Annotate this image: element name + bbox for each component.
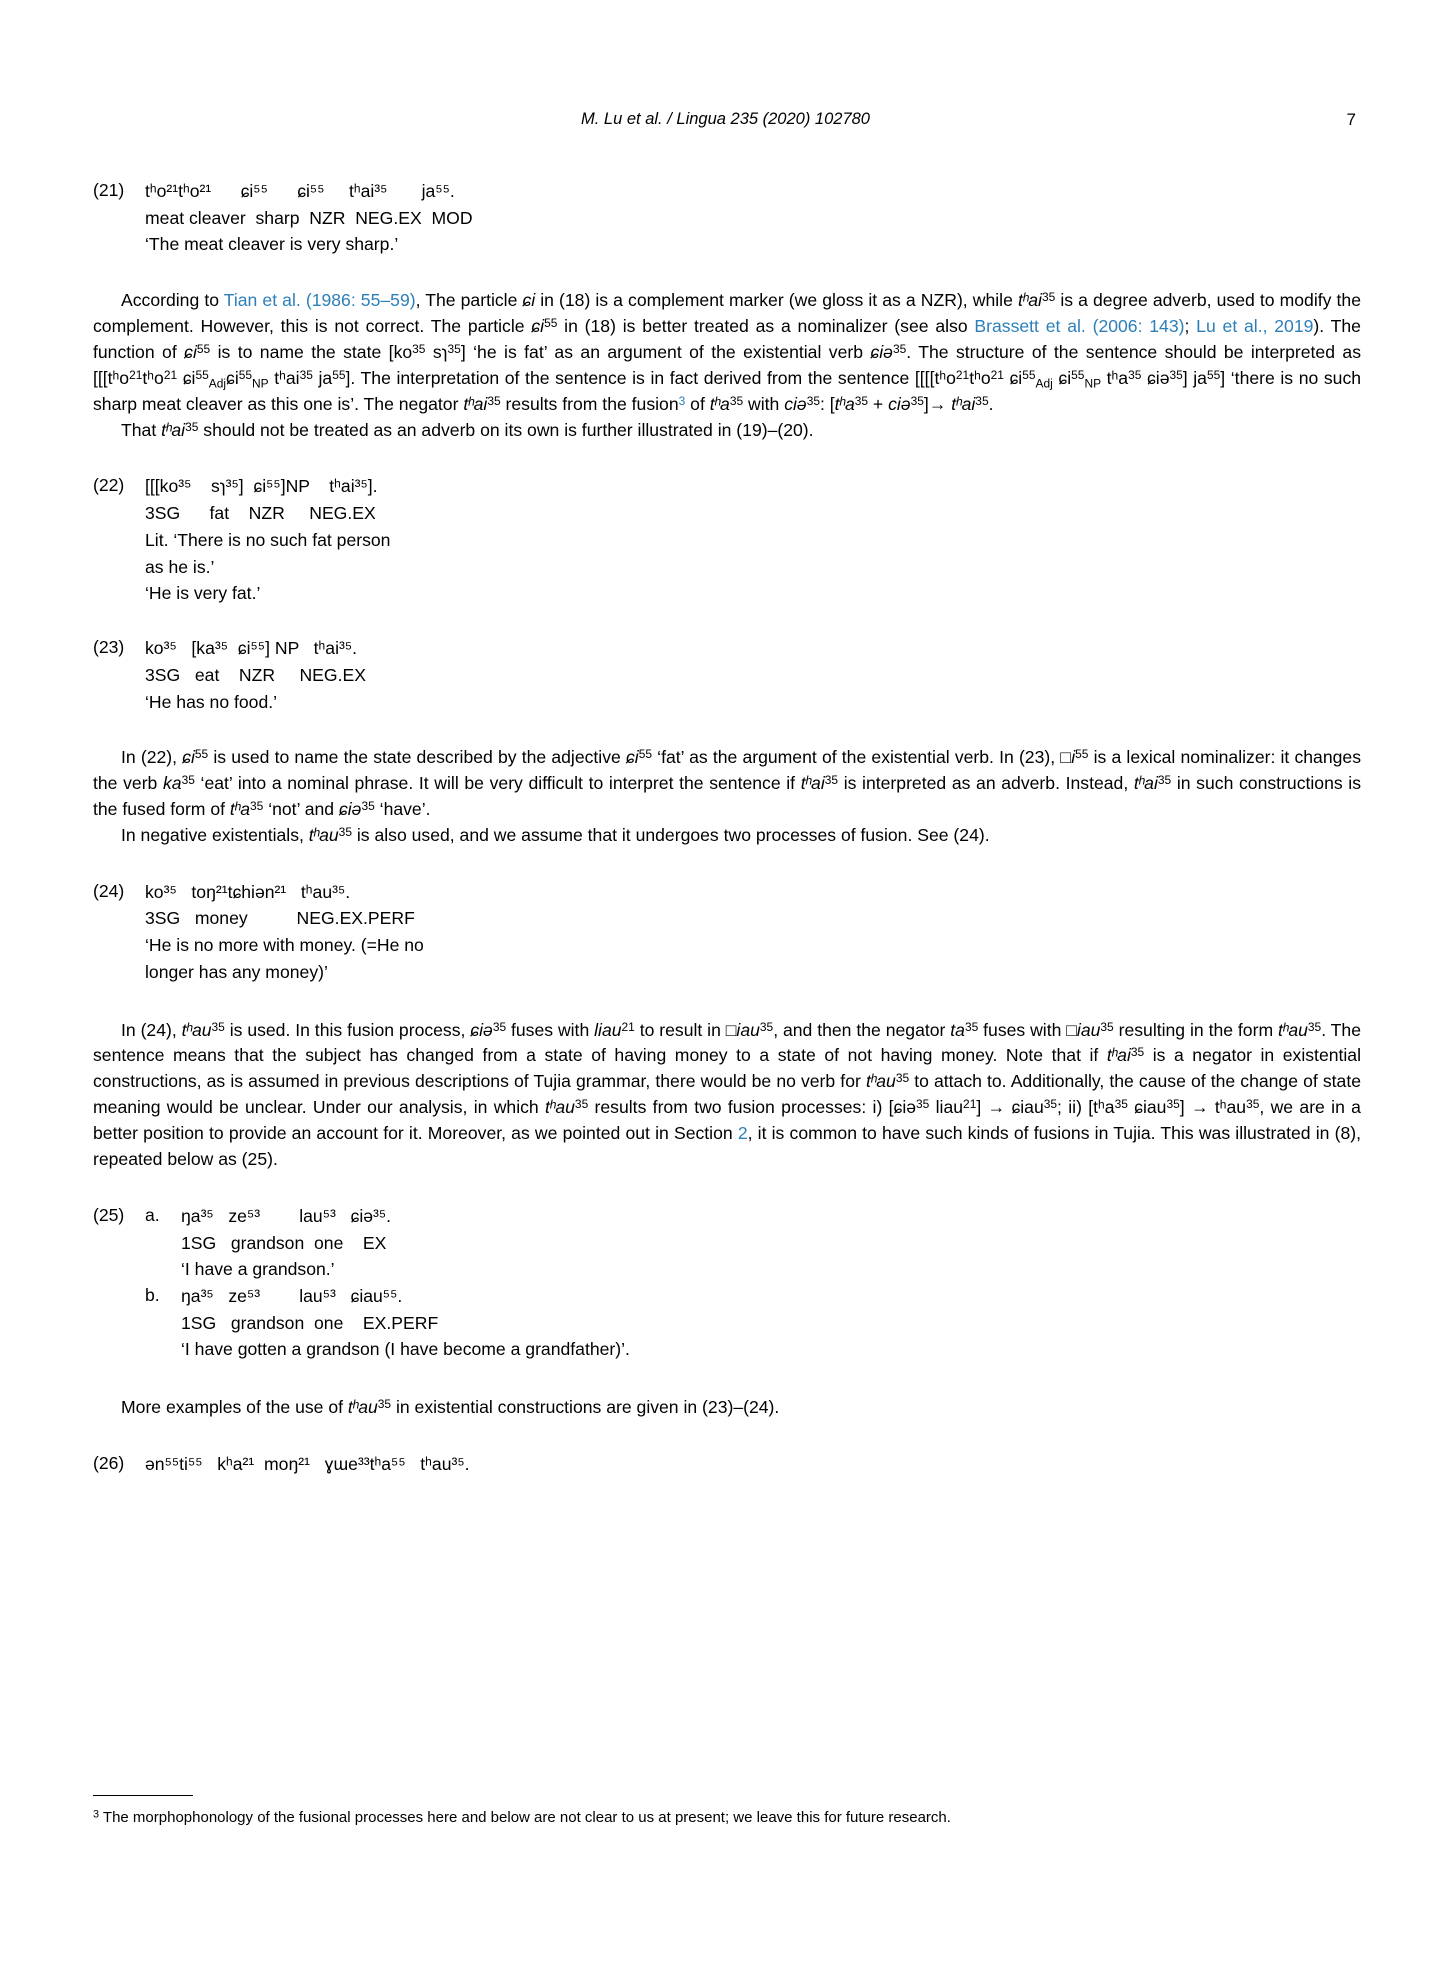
superscript: 21 — [963, 1097, 977, 1112]
text-run: . — [988, 393, 994, 414]
text-run: tʰa — [1101, 367, 1129, 388]
example-24-translation-1: ‘He is no more with money. (=He no — [145, 935, 424, 956]
missing-glyph-box: □ — [1066, 1019, 1077, 1040]
example-25a — [145, 1203, 1361, 1283]
text-run: is interpreted as an adverb. Instead, — [838, 773, 1134, 794]
text-run: ] → tʰau — [1179, 1097, 1247, 1118]
text-italic: ɕiə — [470, 1019, 493, 1040]
superscript: 35 — [975, 393, 989, 408]
text-italic: tʰau — [181, 1019, 212, 1040]
footnote-separator — [93, 1795, 193, 1796]
text-italic: ɕi — [531, 316, 545, 337]
superscript: 55 — [194, 747, 209, 762]
text-italic: ciə — [784, 393, 807, 414]
superscript: 35 — [1114, 1097, 1128, 1112]
text-run: in such constructions is the fused form of — [93, 773, 1362, 819]
superscript: 35 — [250, 798, 264, 813]
text-run: is a lexical nominalizer: it changes the verb — [93, 747, 1361, 794]
text-run: . The structure of the sentence should be interpreted as [[[tʰo — [93, 341, 1362, 388]
superscript: 35 — [1157, 773, 1172, 788]
text-run: ). The function of — [93, 316, 1361, 362]
text-run: That — [121, 419, 162, 440]
text-run: , it is common to have such kinds of fusions in Tujia. This was illustrated in (8), repeated below as (25). — [93, 1123, 1362, 1169]
text-run: fuses with — [506, 1019, 595, 1040]
superscript: 35 — [910, 393, 924, 408]
example-25-number: (25) — [93, 1204, 125, 1225]
text-italic: ɕi — [522, 290, 536, 311]
text-run: ] ja — [1182, 367, 1207, 388]
text-italic: tʰau — [308, 824, 339, 845]
text-run: tʰai — [268, 367, 300, 388]
text-run: tʰo — [969, 367, 991, 388]
text-run: , we are in a better position to provide an account for it. Moreover, as we pointed out in Section — [93, 1097, 1361, 1144]
text-run: tʰo — [142, 367, 164, 388]
superscript: 55 — [638, 747, 652, 762]
superscript: 35 — [895, 1071, 910, 1086]
text-run: ɕi — [177, 367, 196, 388]
text-italic: tʰai — [1106, 1045, 1131, 1066]
superscript: 21 — [129, 367, 143, 382]
text-run: is used. In this fusion process, — [224, 1019, 471, 1040]
section-link-2[interactable]: 2 — [737, 1123, 748, 1144]
subscript: Adj — [1035, 376, 1053, 391]
text-italic: tʰau — [545, 1097, 575, 1118]
text-run: resulting in the form — [1113, 1019, 1279, 1040]
subscript: Adj — [208, 376, 227, 391]
footnote-reference-3[interactable]: 3 — [678, 393, 686, 408]
text-run: ‘have’. — [374, 798, 431, 819]
footnote-area — [93, 1795, 1361, 1828]
text-run: ja — [312, 367, 333, 388]
superscript: 35 — [806, 393, 820, 408]
text-run: . The sentence means that the subject has changed from a state of having money to a state of not having money. Note that if — [93, 1019, 1361, 1066]
example-22-literal-1: Lit. ‘There is no such fat person — [145, 529, 391, 550]
superscript: 35 — [1100, 1019, 1114, 1034]
superscript: 55 — [1206, 367, 1221, 382]
text-run: ] → ɕiau — [976, 1097, 1044, 1118]
example-25b-gloss: 1SG grandson one EX.PERF — [181, 1312, 439, 1333]
superscript: 35 — [487, 393, 501, 408]
superscript: 21 — [955, 367, 970, 382]
superscript: 21 — [163, 367, 178, 382]
superscript: 55 — [238, 367, 253, 382]
text-run: According to — [121, 290, 224, 311]
example-23-translation: ‘He has no food.’ — [145, 691, 278, 712]
text-italic: ɕiə — [338, 798, 362, 819]
example-25a-letter: a. — [145, 1204, 160, 1225]
text-run: liau — [929, 1097, 964, 1118]
example-23-transcription: ko³⁵ [ka³⁵ ɕi⁵⁵] NP tʰai³⁵. — [145, 638, 358, 659]
text-run: results from two fusion processes: i) [ɕiə — [588, 1097, 917, 1118]
text-run: In (24), — [121, 1019, 182, 1040]
text-italic: ɕi — [625, 747, 639, 768]
missing-glyph-box: □ — [725, 1019, 737, 1040]
superscript: 35 — [1169, 367, 1183, 382]
text-italic: tʰau — [1278, 1019, 1308, 1040]
text-run: , The particle — [415, 290, 523, 311]
text-italic: tʰau — [347, 1397, 378, 1418]
example-21-translation: ‘The meat cleaver is very sharp.’ — [145, 234, 399, 255]
example-26-transcription: ən⁵⁵ti⁵⁵ kʰa²¹ moŋ²¹ ɣɯe³³tʰa⁵⁵ tʰau³⁵. — [145, 1454, 470, 1475]
superscript: 21 — [990, 367, 1004, 382]
paragraph-1 — [93, 288, 1361, 417]
example-25b-translation: ‘I have gotten a grandson (I have become a grandfather)’. — [181, 1339, 630, 1360]
text-italic: tʰa — [834, 393, 855, 414]
text-italic: tʰai — [951, 393, 976, 414]
example-24-number: (24) — [93, 880, 125, 901]
citation-link-brassett[interactable]: Brassett et al. (2006: 143) — [974, 316, 1185, 337]
example-25 — [93, 1203, 1361, 1363]
example-23-number: (23) — [93, 637, 125, 658]
example-24-gloss: 3SG money NEG.EX.PERF — [145, 908, 415, 929]
superscript: 35 — [361, 798, 375, 813]
text-run: to result in — [634, 1019, 726, 1040]
superscript: 35 — [824, 773, 839, 788]
superscript: 55 — [1022, 367, 1036, 382]
example-25b — [145, 1283, 1361, 1363]
text-italic: tʰai — [1133, 773, 1158, 794]
text-italic: tʰau — [865, 1071, 896, 1092]
text-run: ] ‘he is fat’ as an argument of the existential verb — [460, 341, 871, 362]
paragraph-6 — [93, 1395, 1361, 1421]
example-23 — [93, 635, 1361, 715]
example-21-gloss: meat cleaver sharp NZR NEG.EX MOD — [145, 207, 473, 228]
subscript: NP — [1084, 376, 1102, 391]
example-21-number: (21) — [93, 180, 125, 200]
paragraph-5 — [93, 1018, 1361, 1173]
text-italic: tʰa — [229, 798, 251, 819]
text-run: is also used, and we assume that it undergoes two processes of fusion. See (24). — [351, 824, 990, 845]
superscript: 35 — [1043, 1097, 1058, 1112]
text-run: is a degree adverb, used to modify the complement. However, this is not correct. The particle — [93, 290, 1361, 337]
superscript: 35 — [492, 1019, 507, 1034]
superscript: 55 — [544, 316, 558, 331]
example-25a-translation: ‘I have a grandson.’ — [181, 1259, 335, 1280]
text-italic: i — [1071, 747, 1076, 768]
superscript: 35 — [377, 1397, 392, 1412]
superscript: 35 — [1307, 1019, 1322, 1034]
example-22-translation: ‘He is very fat.’ — [145, 583, 261, 604]
citation-link-lu[interactable]: Lu et al., 2019 — [1196, 316, 1314, 337]
text-italic: tʰai — [161, 419, 186, 440]
superscript: 55 — [196, 341, 211, 356]
text-run: , and then the negator — [773, 1019, 951, 1040]
running-head-citation: M. Lu et al. / Lingua 235 (2020) 102780 — [581, 110, 870, 128]
text-run: of — [685, 393, 710, 414]
text-italic: tʰa — [709, 393, 730, 414]
text-run: is used to name the state described by the adjective — [208, 747, 626, 768]
text-run: should not be treated as an adverb on its own is further illustrated in (19)–(20). — [198, 419, 814, 440]
text-italic: iau — [1076, 1019, 1101, 1040]
text-run: in (18) is a complement marker (we gloss it as a NZR), while — [535, 290, 1018, 311]
text-run: ]. The interpretation of the sentence is in fact derived from the sentence [[[[tʰo — [345, 367, 956, 388]
text-run: ‘eat’ into a nominal phrase. It will be very difficult to interpret the sentence if — [194, 773, 801, 794]
text-run: : [ — [819, 393, 835, 414]
superscript: 35 — [1041, 290, 1056, 305]
example-24 — [93, 879, 1361, 986]
text-run: to attach to. Additionally, the cause of the change of state meaning would be unclear. Under our analysis, in which — [93, 1071, 1362, 1118]
text-run: ɕiə — [1141, 367, 1170, 388]
text-run: with — [743, 393, 785, 414]
example-25b-transcription: ŋa³⁵ ze⁵³ lau⁵³ ɕiau⁵⁵. — [181, 1285, 403, 1306]
missing-glyph-box: □ — [1060, 747, 1072, 768]
text-run: In negative existentials, — [121, 824, 309, 845]
text-italic: tʰai — [800, 773, 825, 794]
superscript: 35 — [338, 824, 352, 839]
example-22-gloss: 3SG fat NZR NEG.EX — [145, 503, 376, 524]
footnote-marker: 3 — [93, 1808, 100, 1821]
example-22 — [93, 473, 1361, 607]
example-25a-transcription: ŋa³⁵ ze⁵³ lau⁵³ ɕiə³⁵. — [181, 1205, 392, 1226]
example-24-transcription: ko³⁵ toŋ²¹tɕhiən²¹ tʰau³⁵. — [145, 881, 351, 902]
superscript: 55 — [195, 367, 209, 382]
superscript: 35 — [1246, 1097, 1260, 1112]
text-run: ɕi — [226, 367, 239, 388]
superscript: 55 — [332, 367, 346, 382]
text-italic: ka — [163, 773, 182, 794]
paragraph-4 — [93, 823, 1361, 849]
example-21-transcription: tʰo²¹tʰo²¹ ɕi⁵⁵ ɕi⁵⁵ tʰai³⁵ ja⁵⁵. — [145, 181, 455, 201]
superscript: 35 — [185, 419, 199, 434]
running-head — [0, 110, 1451, 134]
text-run: + — [868, 393, 889, 414]
superscript: 35 — [729, 393, 744, 408]
example-24-translation-2: longer has any money)’ — [145, 961, 328, 982]
footnote-3 — [93, 1807, 1361, 1828]
document-body — [93, 178, 1361, 1478]
text-run: in existential constructions are given in (23)–(24). — [391, 1397, 780, 1418]
superscript: 21 — [621, 1019, 635, 1034]
text-run: ɕi — [1052, 367, 1072, 388]
text-run: ; ii) [tʰa — [1057, 1097, 1115, 1118]
example-25b-letter: b. — [145, 1284, 160, 1305]
example-26 — [93, 1451, 1361, 1478]
text-italic: tʰai — [1017, 290, 1042, 311]
footnote-text: The morphophonology of the fusional processes here and below are not clear to us at present; we leave this for future research. — [102, 1809, 951, 1826]
superscript: 35 — [412, 341, 426, 356]
page-number: 7 — [1346, 110, 1356, 129]
text-italic: ɕi — [184, 341, 197, 362]
example-21 — [93, 178, 1361, 258]
text-run: In (22), — [121, 747, 183, 768]
text-run: ɕi — [1003, 367, 1023, 388]
superscript: 35 — [854, 393, 869, 408]
superscript: 35 — [892, 341, 907, 356]
superscript: 35 — [211, 1019, 225, 1034]
superscript: 35 — [574, 1097, 589, 1112]
example-22-number: (22) — [93, 475, 125, 496]
text-italic: iau — [736, 1019, 760, 1040]
superscript: 35 — [1128, 367, 1142, 382]
text-run: fuses with — [978, 1019, 1067, 1040]
superscript: 35 — [181, 773, 195, 788]
text-run: ; — [1184, 316, 1197, 337]
text-italic: ɕi — [182, 747, 195, 768]
superscript: 35 — [964, 1019, 979, 1034]
superscript: 55 — [1071, 367, 1085, 382]
text-run: ]→ — [923, 393, 952, 414]
text-run: sɿ — [425, 341, 448, 362]
text-run: ɕiau — [1127, 1097, 1167, 1118]
text-run: ‘not’ and — [263, 798, 339, 819]
text-run: ] ‘there is no such sharp meat cleaver as this one is’. The negator — [93, 367, 1362, 414]
example-23-gloss: 3SG eat NZR NEG.EX — [145, 664, 366, 685]
superscript: 35 — [916, 1097, 930, 1112]
example-26-number: (26) — [93, 1453, 125, 1474]
text-run: in (18) is better treated as a nominalizer (see also — [557, 316, 975, 337]
text-run: is to name the state [ko — [210, 341, 413, 362]
example-22-transcription: [[[ko³⁵ sɿ³⁵] ɕi⁵⁵]NP tʰai³⁵]. — [145, 476, 378, 497]
superscript: 35 — [1130, 1045, 1145, 1060]
example-22-literal-2: as he is.’ — [145, 556, 215, 577]
superscript: 55 — [1075, 747, 1089, 762]
citation-link-tian[interactable]: Tian et al. (1986: 55–59) — [223, 290, 416, 311]
superscript: 35 — [447, 341, 461, 356]
text-italic: ɕiə — [870, 341, 893, 362]
text-italic: ta — [950, 1019, 965, 1040]
text-run: More examples of the use of — [121, 1397, 348, 1418]
paragraph-2 — [93, 418, 1361, 444]
text-run: is a negator in existential constructions, as is assumed in previous descriptions of Tujia grammar, there would be no verb for — [93, 1045, 1361, 1092]
example-25a-gloss: 1SG grandson one EX — [181, 1232, 387, 1253]
text-italic: liau — [594, 1019, 622, 1040]
text-run: results from the fusion — [500, 393, 679, 414]
text-italic: ciə — [888, 393, 911, 414]
text-run: ‘fat’ as the argument of the existential verb. In (23), — [652, 747, 1061, 768]
text-italic: tʰai — [463, 393, 488, 414]
superscript: 35 — [299, 367, 313, 382]
superscript: 35 — [1166, 1097, 1180, 1112]
subscript: NP — [252, 376, 269, 391]
paragraph-3 — [93, 745, 1361, 823]
superscript: 35 — [759, 1019, 774, 1034]
